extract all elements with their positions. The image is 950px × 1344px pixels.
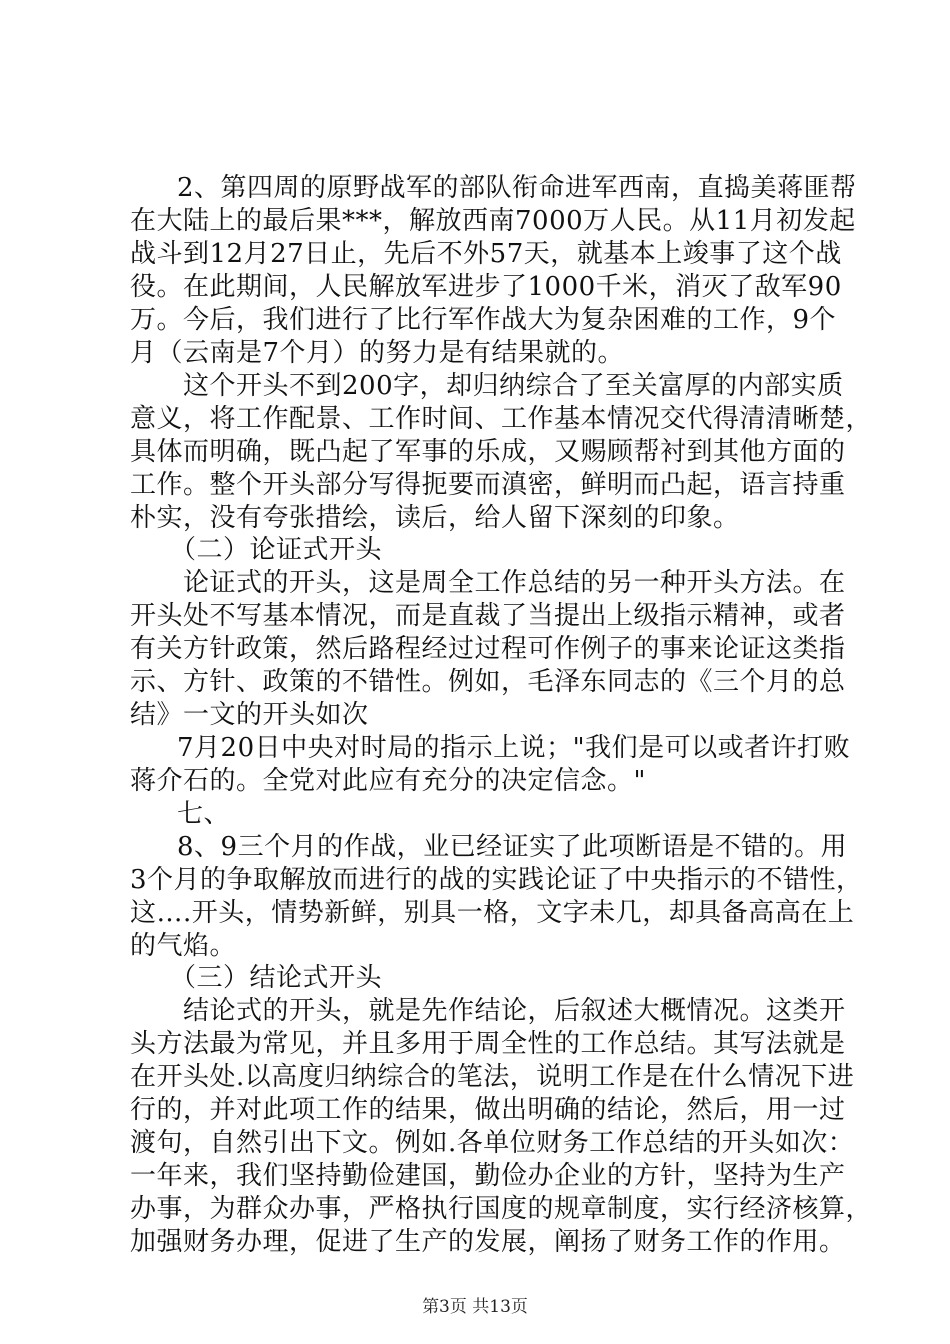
section-heading: （二）论证式开头 [170, 535, 383, 565]
text-line: 渡句，自然引出下文。例如.各单位财务工作总结的开头如次： [130, 1128, 855, 1158]
text-line: 在开头处.以高度归纳综合的笔法，说明工作是在什么情况下进 [130, 1062, 855, 1092]
text-line: 在大陆上的最后果***，解放西南7000万人民。从11月初发起 [130, 206, 856, 236]
text-line: 开头处不写基本情况，而是直裁了当提出上级指示精神，或者 [130, 601, 846, 631]
text-line: 役。在此期间，人民解放军进步了1000千米，消灭了敌军90 [130, 272, 842, 302]
text-line: 这….开头，情势新鲜，别具一格，文字未几，却具备高高在上 [130, 898, 855, 928]
text-line: 月（云南是7个月）的努力是有结果就的。 [130, 338, 625, 368]
text-line: 有关方针政策，然后路程经过过程可作例子的事来论证这类指 [130, 634, 846, 664]
text-line: 结论式的开头，就是先作结论，后叙述大概情况。这类开 [183, 996, 846, 1026]
text-line: 战斗到12月27日止，先后不外57天，就基本上竣事了这个战 [130, 239, 842, 269]
text-line: 2、第四周的原野战军的部队衔命进军西南，直捣美蒋匪帮 [177, 173, 857, 203]
text-line: 示、方针、政策的不错性。例如，毛泽东同志的《三个月的总 [130, 667, 846, 697]
text-line: 头方法最为常见，并且多用于周全性的工作总结。其写法就是 [130, 1029, 846, 1059]
text-line: 蒋介石的。全党对此应有充分的决定信念。" [130, 766, 646, 796]
text-line: 论证式的开头，这是周全工作总结的另一种开头方法。在 [183, 568, 846, 598]
text-line: 结》一文的开头如次 [130, 700, 369, 730]
text-line: 8、9三个月的作战，业已经证实了此项断语是不错的。用 [177, 832, 848, 862]
text-line: 具体而明确，既凸起了军事的乐成，又赐顾帮衬到其他方面的 [130, 437, 846, 467]
section-heading: （三）结论式开头 [170, 963, 383, 993]
text-line: 万。今后，我们进行了比行军作战大为复杂困难的工作，9个 [130, 305, 837, 335]
text-line: 的气焰。 [130, 931, 237, 961]
text-line: 一年来，我们坚持勤俭建国，勤俭办企业的方针，坚持为生产 [130, 1161, 846, 1191]
text-line: 这个开头不到200字，却归纳综合了至关富厚的内部实质 [183, 371, 844, 401]
text-line: 加强财务办理，促进了生产的发展，阐扬了财务工作的作用。 [130, 1227, 846, 1257]
text-line: 3个月的争取解放而进行的战的实践论证了中央指示的不错性， [130, 865, 863, 895]
text-line: 办事，为群众办事，严格执行国度的规章制度，实行经济核算， [130, 1194, 873, 1224]
text-line: 7月20日中央对时局的指示上说；"我们是可以或者许打败 [177, 733, 851, 763]
text-line: 朴实，没有夸张措绘，读后，给人留下深刻的印象。 [130, 503, 740, 533]
text-line: 意义，将工作配景、工作时间、工作基本情况交代得清清晰楚， [130, 404, 873, 434]
text-line: 七、 [177, 799, 231, 829]
page-number-footer: 第3页 共13页 [422, 1297, 528, 1317]
text-line: 行的，并对此项工作的结果，做出明确的结论，然后，用一过 [130, 1095, 846, 1125]
text-line: 工作。整个开头部分写得扼要而滇密，鲜明而凸起，语言持重 [130, 470, 846, 500]
